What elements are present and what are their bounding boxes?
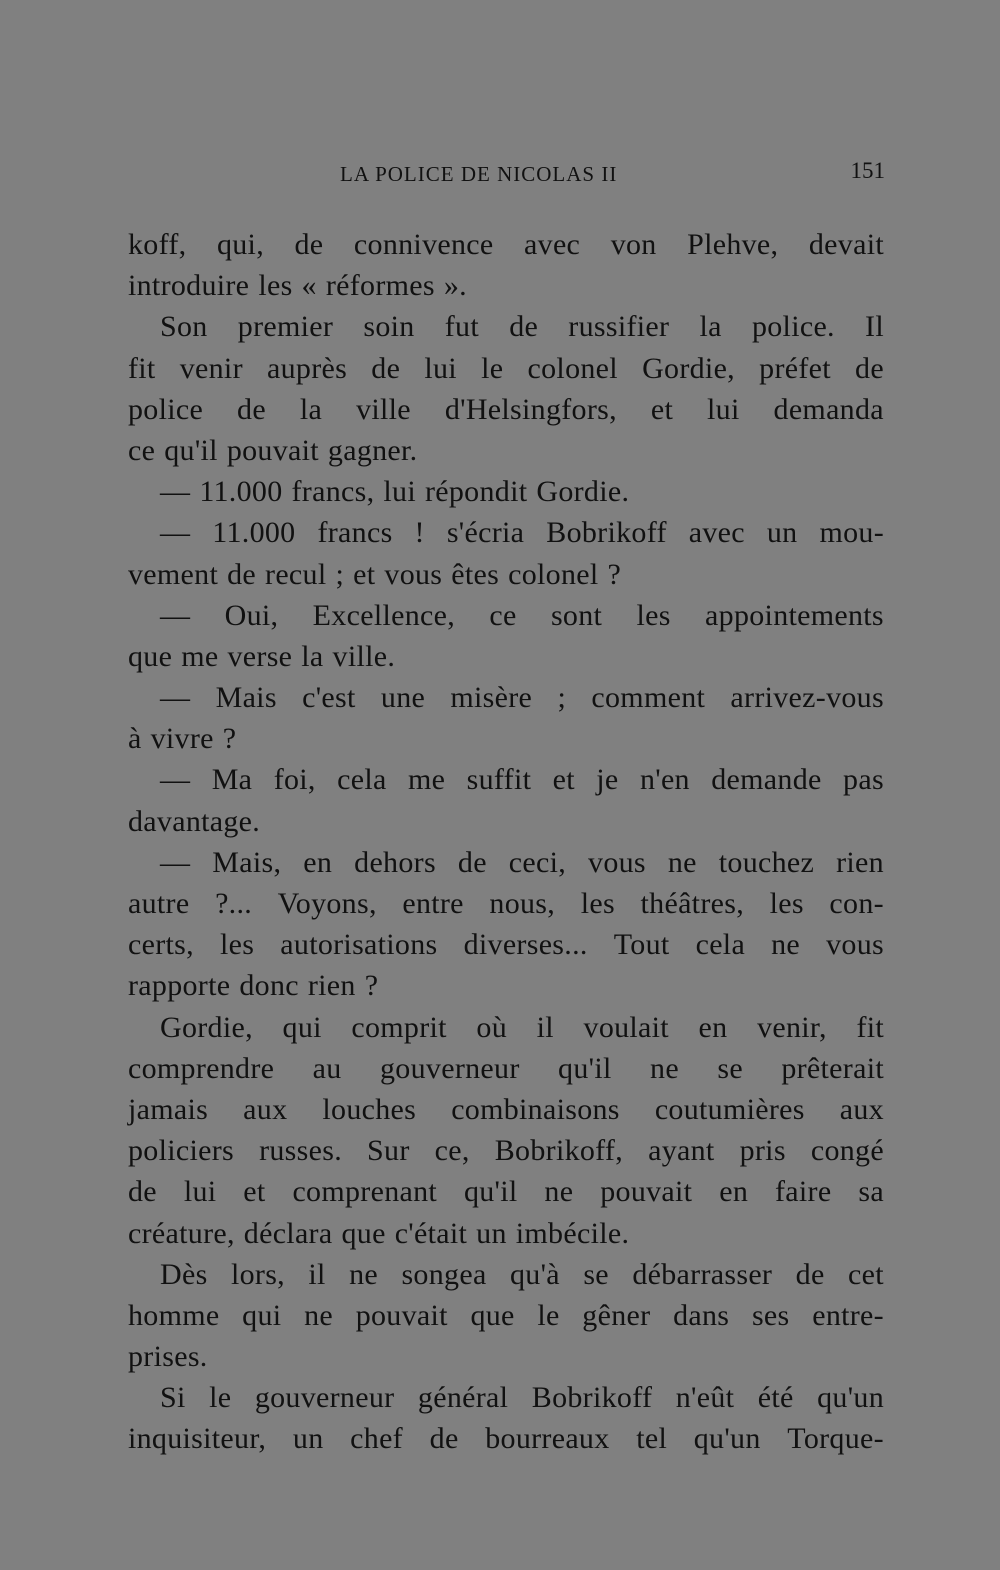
text-line: koff, qui, de connivence avec von Plehve, devait — [128, 228, 884, 261]
text-line: — Oui, Excellence, ce sont les appointements — [160, 598, 884, 632]
text-line: à vivre ? — [128, 722, 237, 756]
running-header — [130, 158, 885, 192]
text-line: créature, déclara que c'était un imbécile. — [128, 1216, 630, 1250]
text-line: — 11.000 francs ! s'écria Bobrikoff avec un mou- — [160, 516, 884, 550]
text-line: certs, les autorisations diverses... Tout cela ne vous — [128, 928, 884, 962]
text-line: prises. — [128, 1340, 208, 1374]
text-line: — Mais, en dehors de ceci, vous ne touchez rien — [160, 845, 884, 879]
text-line: ce qu'il pouvait gagner. — [128, 433, 418, 467]
text-line: jamais aux louches combinaisons coutumières aux — [128, 1092, 884, 1126]
text-line: homme qui ne pouvait que le gêner dans ses entre- — [128, 1298, 884, 1332]
text-line: rapporte donc rien ? — [128, 969, 379, 1003]
text-line: vement de recul ; et vous êtes colonel ? — [128, 557, 622, 591]
text-line: davantage. — [128, 804, 261, 838]
text-line: introduire les « réformes ». — [128, 269, 467, 303]
text-line: de lui et comprenant qu'il ne pouvait en faire sa — [128, 1175, 884, 1209]
page-number: 151 — [850, 158, 885, 183]
text-line: que me verse la ville. — [128, 639, 396, 673]
body-text — [128, 224, 884, 1460]
text-line: — Mais c'est une misère ; comment arrivez-vous — [160, 681, 884, 715]
text-line: fit venir auprès de lui le colonel Gordie, préfet de — [128, 351, 884, 385]
running-title: LA POLICE DE NICOLAS II — [340, 162, 618, 186]
text-line: police de la ville d'Helsingfors, et lui demanda — [128, 392, 884, 426]
text-line: — 11.000 francs, lui répondit Gordie. — [160, 475, 630, 509]
text-line: Son premier soin fut de russifier la police. Il — [160, 310, 884, 344]
text-line: Dès lors, il ne songea qu'à se débarrasser de cet — [160, 1257, 884, 1291]
text-line: inquisiteur, un chef de bourreaux tel qu'un Torque- — [128, 1422, 884, 1456]
text-line: — Ma foi, cela me suffit et je n'en demande pas — [160, 763, 884, 797]
text-line: Si le gouverneur général Bobrikoff n'eût été qu'un — [160, 1381, 884, 1415]
text-line: policiers russes. Sur ce, Bobrikoff, ayant pris congé — [128, 1134, 884, 1168]
text-line: Gordie, qui comprit où il voulait en venir, fit — [160, 1010, 884, 1044]
text-line: autre ?... Voyons, entre nous, les théâtres, les con- — [128, 887, 884, 920]
text-line: comprendre au gouverneur qu'il ne se prêterait — [128, 1051, 884, 1085]
